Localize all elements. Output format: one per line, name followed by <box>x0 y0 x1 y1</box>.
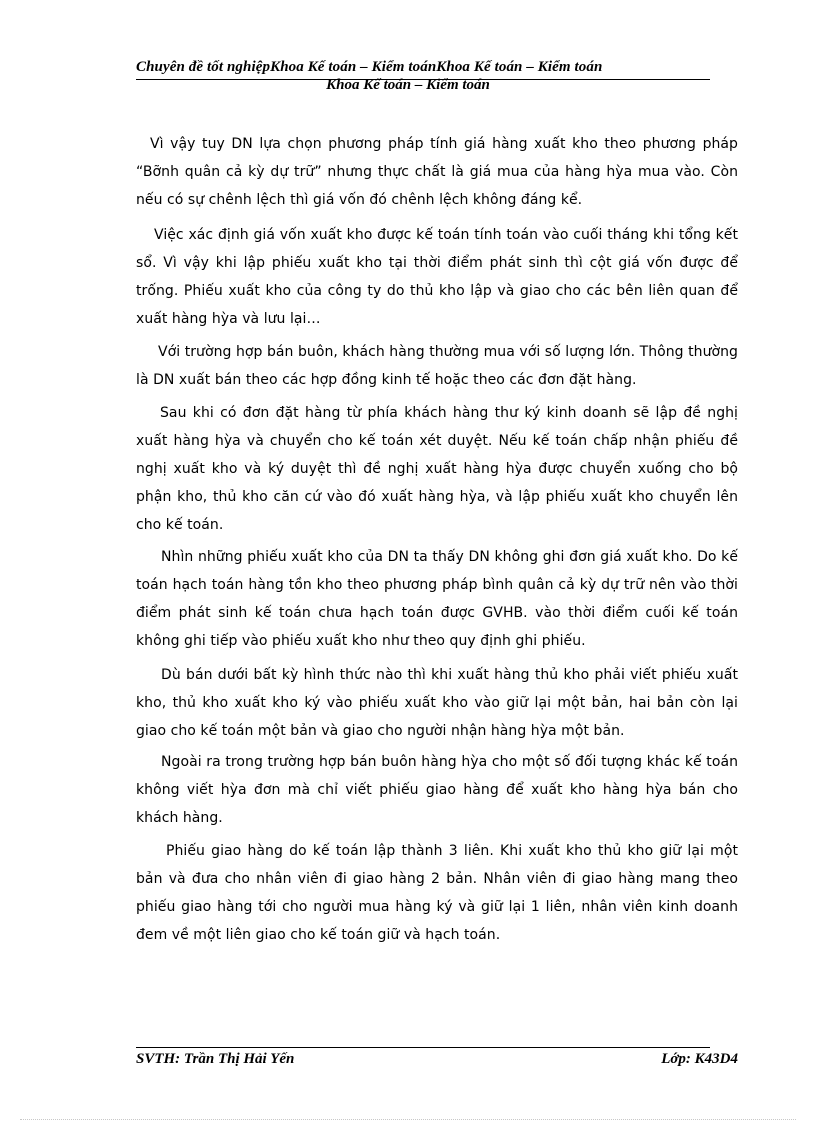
paragraph-4: Sau khi có đơn đặt hàng từ phía khách hàng thư ký kinh doanh sẽ lập đề nghị xuất hàng hỳa và chuyển cho kế toán xét duyệt. Nếu kế toán chấp nhận phiếu đề nghị xuất kho và ký duyệt thì đề nghị xuất hàng hỳa được chuyển xuống cho bộ phận kho, thủ kho căn cứ vào đó xuất hàng hỳa, và lập phiếu xuất kho chuyển lên cho kế toán. <box>136 405 738 533</box>
footer-student-name: SVTH: Trần Thị Hải Yến <box>136 1051 295 1067</box>
paragraph-1: Vì vậy tuy DN lựa chọn phương pháp tính giá hàng xuất kho theo phương pháp “Bỡnh quân cả kỳ dự trữ” nhưng thực chất là giá mua của hàng hỳa mua vào. Còn nếu có sự chênh lệch thì giá vốn đó chênh lệch không đáng kể. <box>136 136 738 208</box>
paragraph-3: Với trường hợp bán buôn, khách hàng thường mua với số lượng lớn. Thông thường là DN xuất bán theo các hợp đồng kinh tế hoặc theo các đơn đặt hàng. <box>136 344 738 388</box>
running-header-subtitle: Khoa Kế toán – Kiểm toán <box>326 77 490 93</box>
paragraph-8: Phiếu giao hàng do kế toán lập thành 3 liên. Khi xuất kho thủ kho giữ lại một bản và đưa cho nhân viên đi giao hàng 2 bản. Nhân viên đi giao hàng mang theo phiếu giao hàng tới cho người mua hàng ký và giữ lại 1 liên, nhân viên kinh doanh đem về một liên giao cho kế toán giữ và hạch toán. <box>136 843 738 943</box>
paragraph-7: Ngoài ra trong trường hợp bán buôn hàng hỳa cho một số đối tượng khác kế toán không viết hỳa đơn mà chỉ viết phiếu giao hàng để xuất kho hàng hỳa bán cho khách hàng. <box>136 754 738 826</box>
footer-class: Lớp: K43D4 <box>661 1051 738 1067</box>
footer-rule <box>136 1047 710 1048</box>
paragraph-2: Việc xác định giá vốn xuất kho được kế toán tính toán vào cuối tháng khi tổng kết sổ. Vì vậy khi lập phiếu xuất kho tại thời điểm phát sinh thì cột giá vốn được để trống. Phiếu xuất kho của công ty do thủ kho lập và giao cho các bên liên quan để xuất hàng hỳa và lưu lại… <box>136 227 738 327</box>
document-body <box>136 130 738 949</box>
paragraph-5: Nhìn những phiếu xuất kho của DN ta thấy DN không ghi đơn giá xuất kho. Do kế toán hạch toán hàng tồn kho theo phương pháp bình quân cả kỳ dự trữ nên vào thời điểm phát sinh kế toán chưa hạch toán được GVHB. vào thời điểm cuối kế toán không ghi tiếp vào phiếu xuất kho như theo quy định ghi phiếu. <box>136 549 738 649</box>
running-header-top: Chuyên đề tốt nghiệpKhoa Kế toán – Kiểm toánKhoa Kế toán – Kiểm toán <box>136 59 603 75</box>
paragraph-6: Dù bán dưới bất kỳ hình thức nào thì khi xuất hàng thủ kho phải viết phiếu xuất kho, thủ kho xuất kho ký vào phiếu xuất kho vào giữ lại một bản, hai bản còn lại giao cho kế toán một bản và giao cho người nhận hàng hỳa một bản. <box>136 667 738 739</box>
page-bottom-edge <box>20 1119 796 1120</box>
